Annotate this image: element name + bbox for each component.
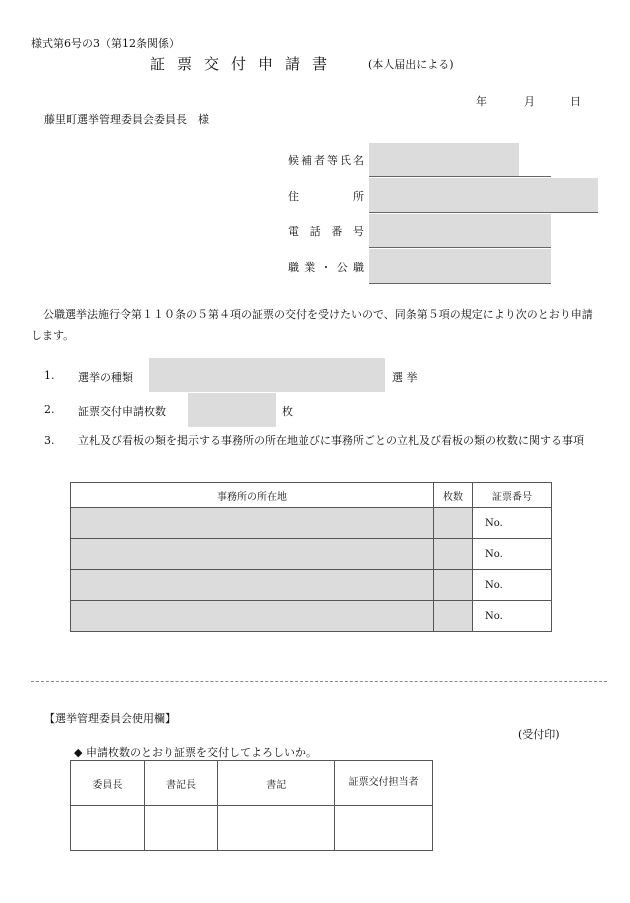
title-note: (本人届出による) xyxy=(368,58,454,71)
item-1-suffix: 選 挙 xyxy=(392,371,418,384)
item-3-number: 3. xyxy=(44,434,55,447)
applicant-name-label: 候補者等氏名 xyxy=(288,154,364,167)
cut-line-divider xyxy=(31,681,607,682)
item-1-label: 選挙の種類 xyxy=(78,371,133,384)
document-title: 証票交付申請書 xyxy=(150,55,340,73)
occupation-label: 職業・公職 xyxy=(288,261,364,274)
count-cell[interactable] xyxy=(434,508,473,539)
stamp-label: (受付印) xyxy=(518,728,560,741)
election-type-field[interactable] xyxy=(149,358,385,392)
item-1-number: 1. xyxy=(44,369,55,382)
col-header-address: 事務所の所在地 xyxy=(71,483,434,508)
form-id: 様式第6号の3（第12条関係） xyxy=(31,37,180,50)
number-cell: No. xyxy=(473,570,552,601)
address-cell[interactable] xyxy=(71,570,434,601)
item-2-suffix: 枚 xyxy=(282,405,293,418)
col-header-number: 証票番号 xyxy=(473,483,552,508)
header-certificate-officer: 証票交付担当者 xyxy=(335,761,433,806)
office-table xyxy=(70,482,552,632)
count-cell[interactable] xyxy=(434,570,473,601)
phone-field[interactable] xyxy=(369,214,551,247)
date-year-label: 年 xyxy=(476,95,487,108)
address-cell[interactable] xyxy=(71,539,434,570)
committee-seal-row xyxy=(71,806,433,851)
phone-underline xyxy=(369,247,551,248)
addressee: 藤里町選挙管理委員会委員長 様 xyxy=(44,113,209,126)
number-cell: No. xyxy=(473,601,552,632)
committee-header-row xyxy=(71,761,433,806)
applicant-name-underline xyxy=(369,176,551,177)
seal-cell-clerk[interactable] xyxy=(218,806,335,851)
phone-label: 電話番号 xyxy=(288,225,364,238)
address-cell[interactable] xyxy=(71,601,434,632)
table-row xyxy=(71,570,552,601)
committee-approval-table xyxy=(70,760,433,851)
header-clerk: 書記 xyxy=(218,761,335,806)
address-field[interactable] xyxy=(369,178,598,212)
table-row xyxy=(71,601,552,632)
date-day-label: 日 xyxy=(570,95,581,108)
col-header-count: 枚数 xyxy=(434,483,473,508)
application-statement: 公職選挙法施行令第１１０条の５第４項の証票の交付を受けたいので、同条第５項の規定により次のとおり申請します。 xyxy=(31,308,593,342)
header-chief-clerk: 書記長 xyxy=(144,761,218,806)
table-row xyxy=(71,508,552,539)
approval-question: ◆ 申請枚数のとおり証票を交付してよろしいか。 xyxy=(74,746,317,759)
number-cell: No. xyxy=(473,508,552,539)
count-cell[interactable] xyxy=(434,601,473,632)
address-cell[interactable] xyxy=(71,508,434,539)
office-table-header-row xyxy=(71,483,552,508)
table-row xyxy=(71,539,552,570)
applicant-name-field[interactable] xyxy=(369,143,519,176)
seal-cell-chief-clerk[interactable] xyxy=(144,806,218,851)
count-cell[interactable] xyxy=(434,539,473,570)
seal-cell-certificate-officer[interactable] xyxy=(335,806,433,851)
item-2-number: 2. xyxy=(44,403,55,416)
address-underline xyxy=(369,212,598,213)
occupation-field[interactable] xyxy=(369,249,551,283)
item-2-label: 証票交付申請枚数 xyxy=(78,405,166,418)
date-month-label: 月 xyxy=(524,95,535,108)
item-3-label: 立札及び看板の類を掲示する事務所の所在地並びに事務所ごとの立札及び看板の類の枚数に関する事項 xyxy=(78,434,584,447)
occupation-underline xyxy=(369,283,551,284)
address-label: 住所 xyxy=(288,190,364,203)
number-cell: No. xyxy=(473,539,552,570)
seal-cell-chairman[interactable] xyxy=(71,806,145,851)
committee-section-title: 【選挙管理委員会使用欄】 xyxy=(44,712,176,725)
header-chairman: 委員長 xyxy=(71,761,145,806)
sheet-count-field[interactable] xyxy=(188,393,276,427)
